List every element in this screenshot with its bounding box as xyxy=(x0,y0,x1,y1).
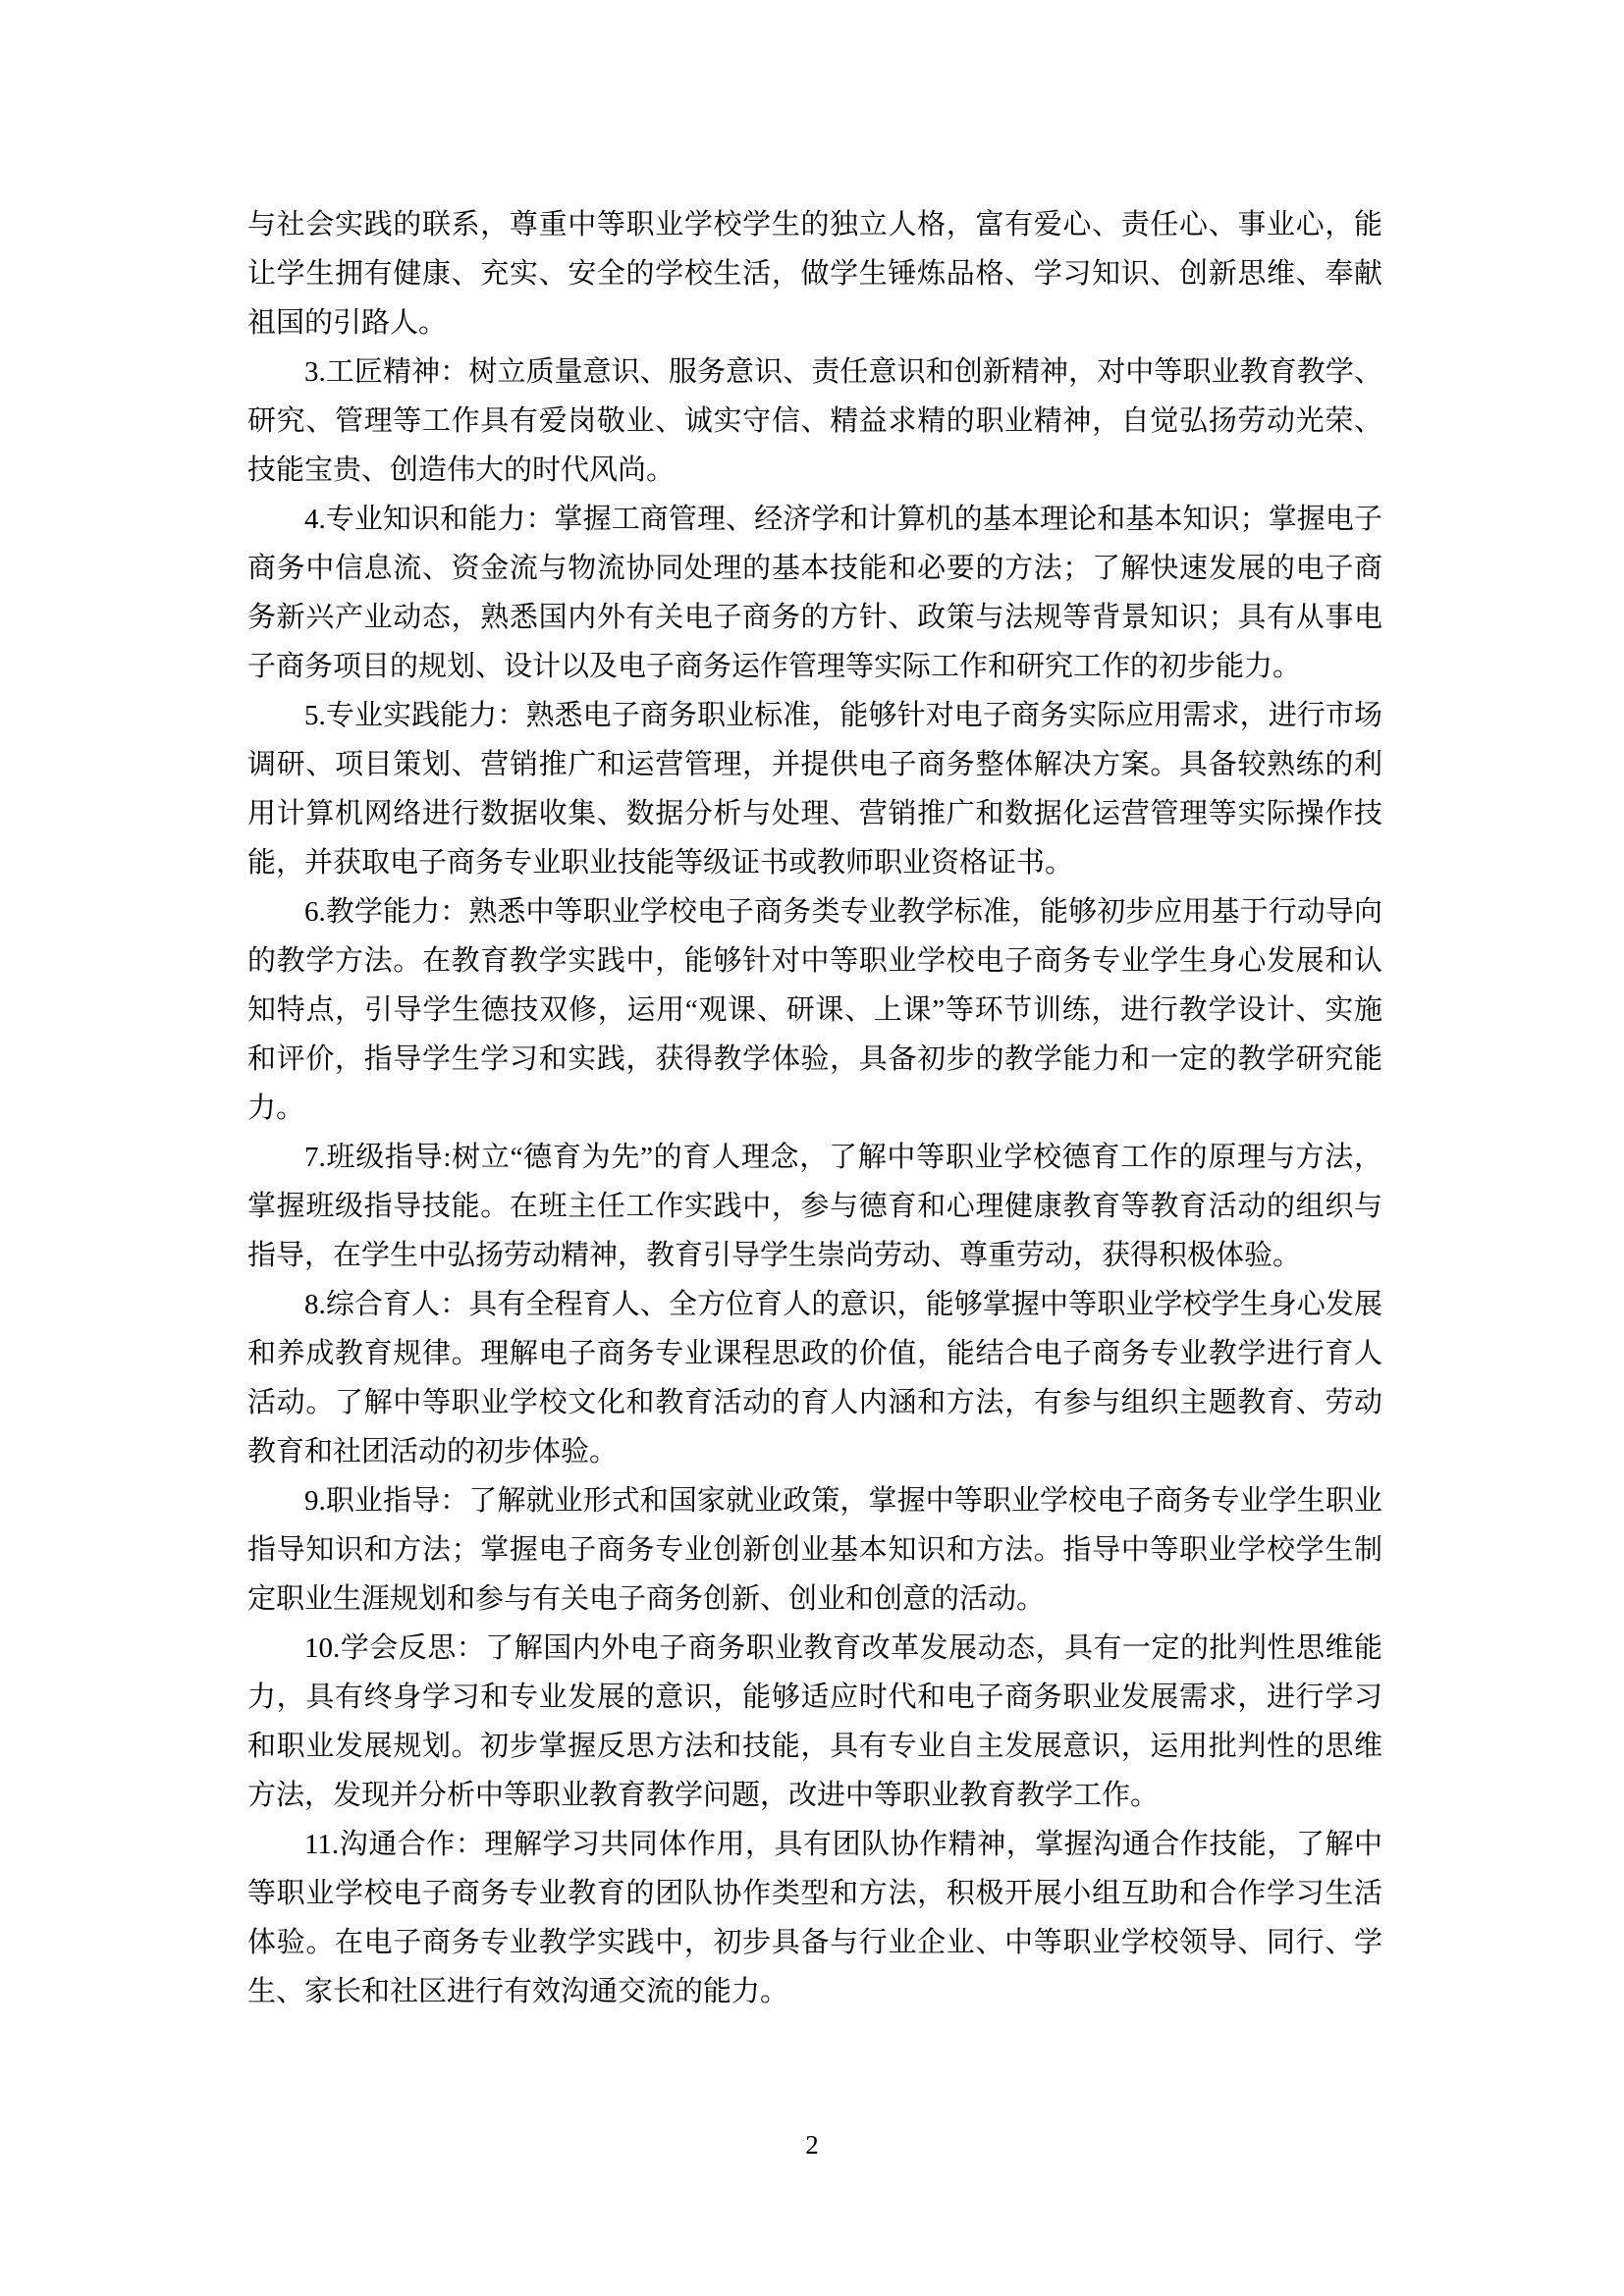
document-body xyxy=(247,200,1382,2016)
paragraph-continuation: 与社会实践的联系，尊重中等职业学校学生的独立人格，富有爱心、责任心、事业心，能让学生拥有健康、充实、安全的学校生活，做学生锤炼品格、学习知识、创新思维、奉献祖国的引路人。 xyxy=(247,209,1382,339)
paragraph-item-3-craftsman-spirit: 3.工匠精神：树立质量意识、服务意识、责任意识和创新精神，对中等职业教育教学、研究、管理等工作具有爱岗敬业、诚实守信、精益求精的职业精神，自觉弘扬劳动光荣、技能宝贵、创造伟大的时代风尚。 xyxy=(247,356,1382,486)
paragraph-item-11-communication-cooperation: 11.沟通合作：理解学习共同体作用，具有团队协作精神，掌握沟通合作技能，了解中等职业学校电子商务专业教育的团队协作类型和方法，积极开展小组互助和合作学习生活体验。在电子商务专业教学实践中，初步具备与行业企业、中等职业学校领导、同行、学生、家长和社区进行有效沟通交流的能力。 xyxy=(247,1829,1382,2007)
paragraph-item-6-teaching-ability: 6.教学能力：熟悉中等职业学校电子商务类专业教学标准，能够初步应用基于行动导向的教学方法。在教育教学实践中，能够针对中等职业学校电子商务专业学生身心发展和认知特点，引导学生德技双修，运用“观课、研课、上课”等环节训练，进行教学设计、实施和评价，指导学生学习和实践，获得教学体验，具备初步的教学能力和一定的教学研究能力。 xyxy=(247,896,1382,1124)
paragraph-item-8-comprehensive-education: 8.综合育人：具有全程育人、全方位育人的意识，能够掌握中等职业学校学生身心发展和养成教育规律。理解电子商务专业课程思政的价值，能结合电子商务专业教学进行育人活动。了解中等职业学校文化和教育活动的育人内涵和方法，有参与组织主题教育、劳动教育和社团活动的初步体验。 xyxy=(247,1289,1382,1468)
page-number: 2 xyxy=(805,2130,819,2160)
paragraph-item-5-practical-ability: 5.专业实践能力：熟悉电子商务职业标准，能够针对电子商务实际应用需求，进行市场调研、项目策划、营销推广和运营管理，并提供电子商务整体解决方案。具备较熟练的利用计算机网络进行数据收集、数据分析与处理、营销推广和数据化运营管理等实际操作技能，并获取电子商务专业职业技能等级证书或教师职业资格证书。 xyxy=(247,700,1382,879)
paragraph-item-9-career-guidance: 9.职业指导：了解就业形式和国家就业政策，掌握中等职业学校电子商务专业学生职业指导知识和方法；掌握电子商务专业创新创业基本知识和方法。指导中等职业学校学生制定职业生涯规划和参与有关电子商务创新、创业和创意的活动。 xyxy=(247,1485,1382,1615)
paragraph-item-10-learn-to-reflect: 10.学会反思：了解国内外电子商务职业教育改革发展动态，具有一定的批判性思维能力，具有终身学习和专业发展的意识，能够适应时代和电子商务职业发展需求，进行学习和职业发展规划。初步掌握反思方法和技能，具有专业自主发展意识，运用批判性的思维方法，发现并分析中等职业教育教学问题，改进中等职业教育教学工作。 xyxy=(247,1632,1382,1811)
paragraph-item-4-professional-knowledge: 4.专业知识和能力：掌握工商管理、经济学和计算机的基本理论和基本知识；掌握电子商务中信息流、资金流与物流协同处理的基本技能和必要的方法；了解快速发展的电子商务新兴产业动态，熟悉国内外有关电子商务的方针、政策与法规等背景知识；具有从事电子商务项目的规划、设计以及电子商务运作管理等实际工作和研究工作的初步能力。 xyxy=(247,504,1382,682)
paragraph-item-7-class-guidance: 7.班级指导:树立“德育为先”的育人理念，了解中等职业学校德育工作的原理与方法，掌握班级指导技能。在班主任工作实践中，参与德育和心理健康教育等教育活动的组织与指导，在学生中弘扬劳动精神，教育引导学生崇尚劳动、尊重劳动，获得积极体验。 xyxy=(247,1142,1382,1271)
